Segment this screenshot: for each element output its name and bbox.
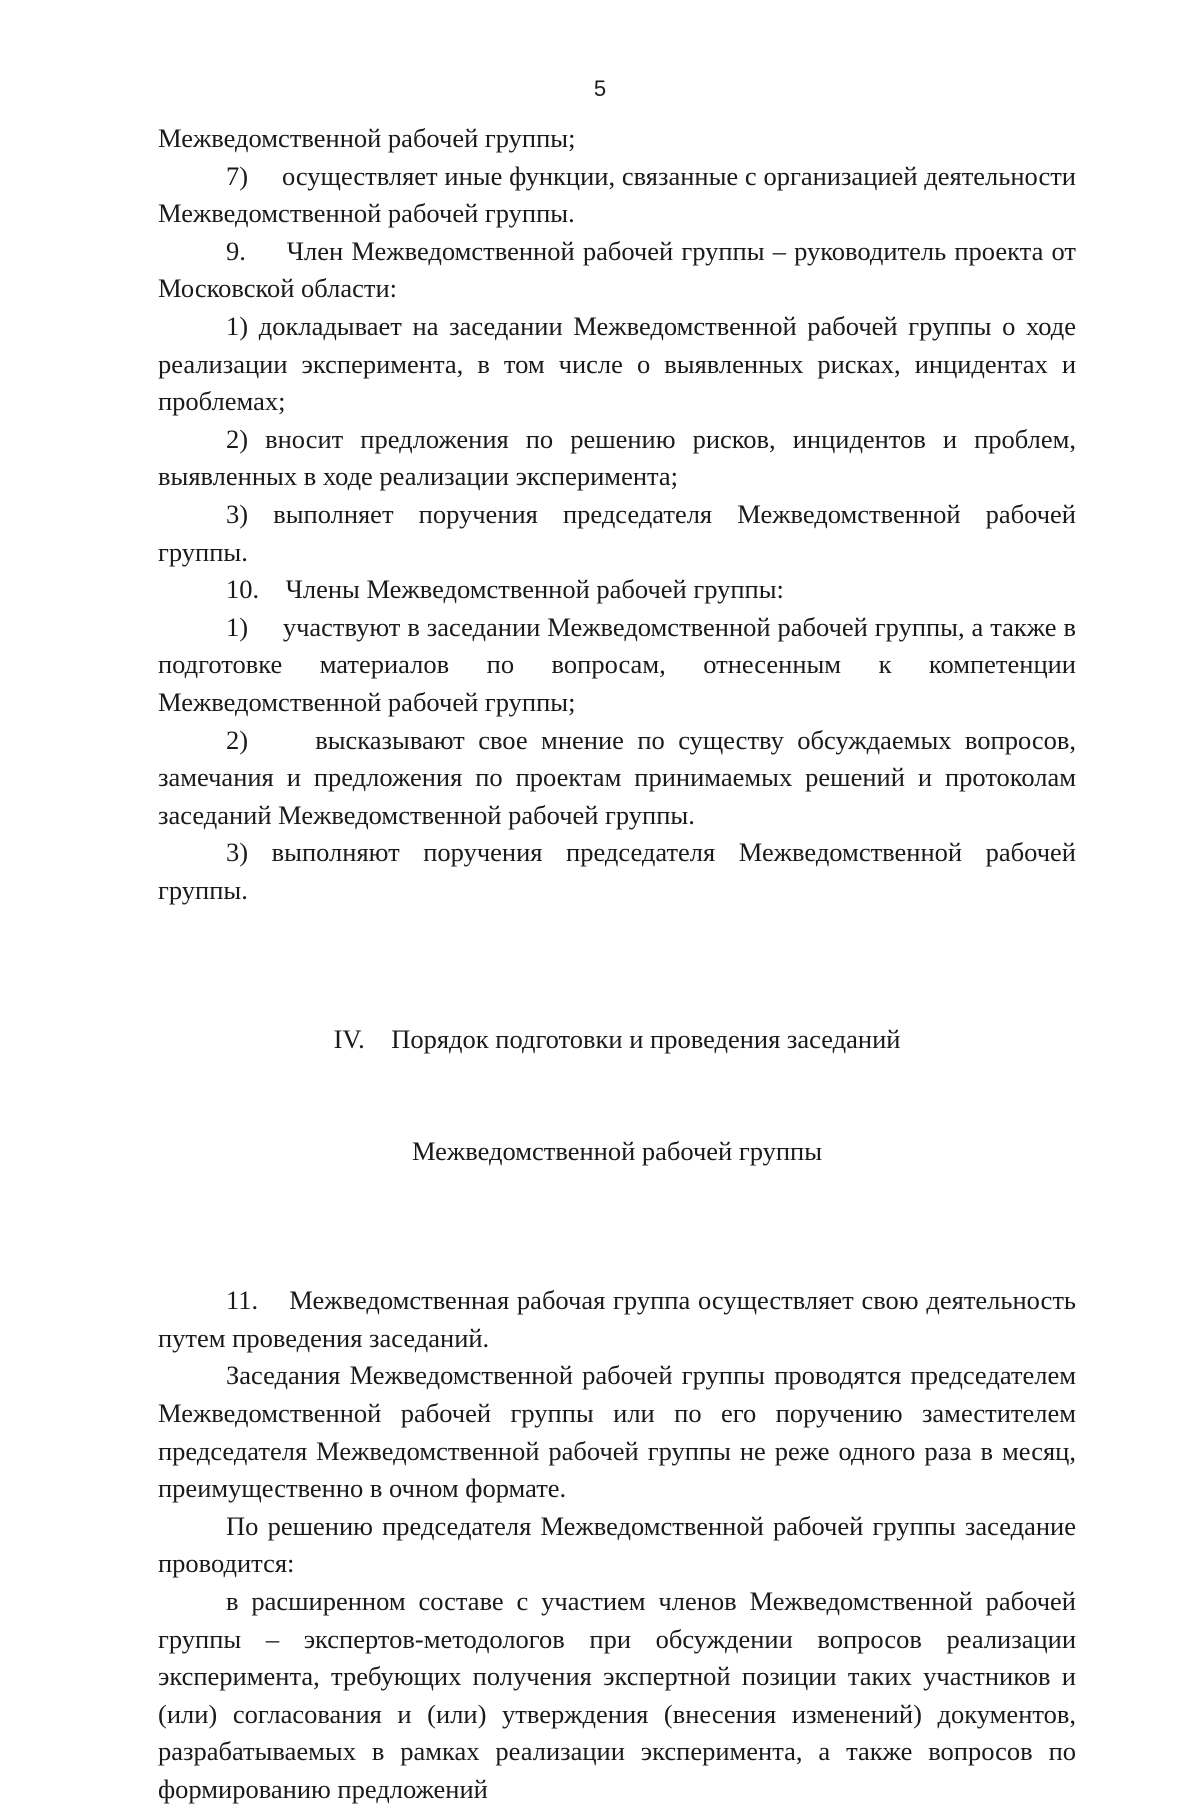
paragraph-clause-10-item-3: 3) выполняют поручения председателя Межведомственной рабочей группы. xyxy=(158,837,1083,905)
paragraph-decision: По решению председателя Межведомственной рабочей группы заседание проводится: xyxy=(158,1510,1083,1579)
paragraph-continuation: Межведомственной рабочей группы; xyxy=(158,123,576,153)
paragraph-clause-9-item-1: 1) докладывает на заседании Межведомственной рабочей группы о ходе реализации эксперимента, в том числе о выявленных рисках, инцидентах и проблемах; xyxy=(158,310,1083,417)
section-heading-line-2: Межведомственной рабочей группы xyxy=(411,1136,823,1167)
section-heading-line-1: IV. Порядок подготовки и проведения заседаний xyxy=(333,1023,901,1054)
paragraph-clause-10-item-2: 2) высказывают свое мнение по существу обсуждаемых вопросов, замечания и предложения по проектам принимаемых решений и протоколам заседаний Межведомственной рабочей группы. xyxy=(158,724,1083,830)
paragraph-item-7: 7) осуществляет иные функции, связанные с организацией деятельности Межведомственной рабочей группы. xyxy=(158,160,1083,229)
paragraph-meetings: Заседания Межведомственной рабочей группы проводятся председателем Межведомственной рабочей группы или по его поручению заместителем председателя Межведомственной рабочей группы не реже одного раза в месяц, преимущественно в очном формате. xyxy=(158,1360,1083,1504)
paragraph-clause-10-item-1: 1) участвуют в заседании Межведомственной рабочей группы, а также в подготовке материалов по вопросам, отнесенным к компетенции Межведомственной рабочей группы; xyxy=(158,611,1083,717)
page-number: 5 xyxy=(593,76,607,101)
paragraph-clause-11: 11. Межведомственная рабочая группа осуществляет свою деятельность путем проведения заседаний. xyxy=(158,1285,1083,1353)
paragraph-clause-9-item-3: 3) выполняет поручения председателя Межведомственной рабочей группы. xyxy=(158,498,1083,567)
section-heading xyxy=(158,945,1076,1246)
document-body xyxy=(158,120,1083,1809)
paragraph-clause-10: 10. Члены Межведомственной рабочей группы: xyxy=(226,574,784,605)
paragraph-clause-9: 9. Член Межведомственной рабочей группы – руководитель проекта от Московской области: xyxy=(158,235,1083,304)
paragraph-clause-9-item-2: 2) вносит предложения по решению рисков, инцидентов и проблем, выявленных в ходе реализации эксперимента; xyxy=(158,423,1083,492)
paragraph-extended: в расширенном составе с участием членов Межведомственной рабочей группы – экспертов-методологов при обсуждении вопросов реализации эксперимента, требующих получения экспертной позиции таких участников и (или) согласования и (или) утверждения (внесения изменений) документов, разрабатываемых в рамках реализации эксперимента, а также вопросов по формированию предложений xyxy=(158,1585,1083,1804)
